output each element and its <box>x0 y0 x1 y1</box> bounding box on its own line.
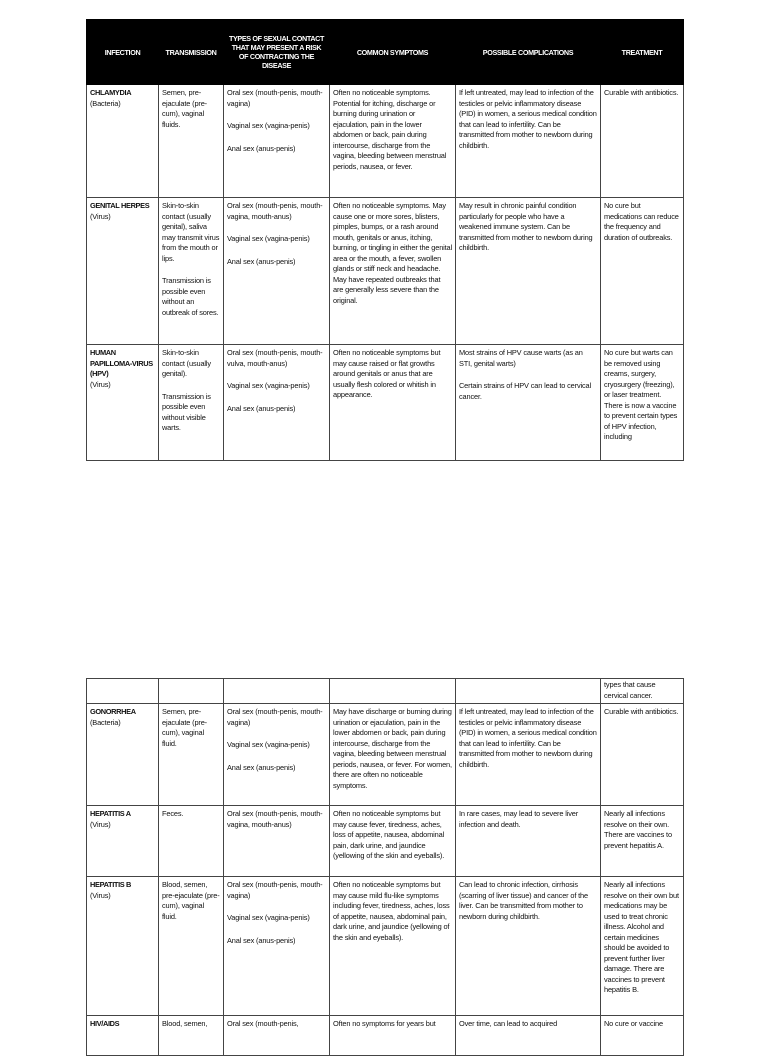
table-row <box>87 345 684 461</box>
complication-text: Certain strains of HPV can lead to cervical cancer. <box>459 381 591 401</box>
contact-cell <box>224 85 330 198</box>
table-row <box>87 877 684 1016</box>
complication-text: Can lead to chronic infection, cirrhosis (scarring of liver tissue) and cancer of the liver. Can be transmitted from mother to newborn during childbirth. <box>459 880 588 921</box>
treatment-cell: No cure or vaccine <box>601 1016 684 1056</box>
table-row-continuation <box>87 679 684 704</box>
header-infection: INFECTION <box>87 20 159 85</box>
transmission-text: Semen, pre-ejaculate (pre-cum), vaginal fluids. <box>162 88 207 129</box>
infection-name: GENITAL HERPES <box>90 201 150 210</box>
transmission-text: Transmission is possible even without visible warts. <box>162 391 211 432</box>
contact-item: Oral sex (mouth-penis, mouth-vagina) <box>227 88 323 108</box>
pathogen-type: (Virus) <box>90 379 111 389</box>
infection-cell <box>87 704 159 806</box>
contact-item: Vaginal sex (vagina-penis) <box>227 913 310 922</box>
complications-cell <box>456 704 601 806</box>
pathogen-type: (Bacteria) <box>90 717 121 727</box>
treatment-cell: Nearly all infections resolve on their own but medications may be used to treat chronic illness. Alcohol and certain medicines should be avoided to prevent further liver damage. There are vaccines to prevent hepatitis B. <box>601 877 684 1016</box>
treatment-continuation: types that cause cervical cancer. <box>601 679 684 704</box>
contact-item: Anal sex (anus-penis) <box>227 143 296 153</box>
treatment-cell: No cure but medications can reduce the frequency and duration of outbreaks. <box>601 198 684 345</box>
transmission-text: Blood, semen, pre-ejaculate (pre-cum), vaginal fluid. <box>162 880 220 921</box>
symptoms-cell: Often no noticeable symptoms but may cause fever, tiredness, aches, loss of appetite, nausea, abdominal pain, dark urine, and jaundice (yellowing of the skin and eyeballs). <box>330 806 456 877</box>
symptoms-cell: Often no noticeable symptoms but may cause mild flu-like symptoms including fever, tiredness, aches, loss of appetite, nausea, abdominal pain, dark urine, and jaundice (yellowing of the skin and eyeballs). <box>330 877 456 1016</box>
contact-item: Vaginal sex (vagina-penis) <box>227 121 310 130</box>
symptoms-cell: Often no noticeable symptoms but may cause raised or flat growths around genitals or anus that are usually flesh colored or whitish in appearance. <box>330 345 456 461</box>
infection-cell <box>87 198 159 345</box>
transmission-cell <box>159 806 224 877</box>
complication-text: Over time, can lead to acquired <box>459 1019 558 1028</box>
table-page-2 <box>86 678 683 1056</box>
transmission-text: Semen, pre-ejaculate (pre-cum), vaginal fluid. <box>162 707 207 748</box>
contact-item: Anal sex (anus-penis) <box>227 403 296 413</box>
complication-text: If left untreated, may lead to infection of the testicles or pelvic inflammatory disease (PID) in women, a serious medical condition that can lead to infertility. Can be transmitted from mother to newborn during childbirth. <box>459 88 597 150</box>
complications-cell <box>456 198 601 345</box>
table-row <box>87 704 684 806</box>
infection-name: GONORRHEA <box>90 707 136 716</box>
treatment-cell: Curable with antibiotics. <box>601 704 684 806</box>
treatment-cell: No cure but warts can be removed using creams, surgery, cryosurgery (freezing), or laser treatment. There is now a vaccine to prevent certain types of HPV infection, including <box>601 345 684 461</box>
sti-table-bottom <box>86 678 684 1056</box>
contact-item: Oral sex (mouth-penis, mouth-vagina) <box>227 707 323 727</box>
header-transmission: TRANSMISSION <box>159 20 224 85</box>
header-complications: POSSIBLE COMPLICATIONS <box>456 20 601 85</box>
transmission-cell <box>159 704 224 806</box>
complication-text: May result in chronic painful condition particularly for people who have a weakened immune system. Can be transmitted from mother to newborn during childbirth. <box>459 201 593 252</box>
complications-cell <box>456 345 601 461</box>
empty-cell <box>224 679 330 704</box>
table-row <box>87 198 684 345</box>
complications-cell <box>456 877 601 1016</box>
transmission-cell <box>159 198 224 345</box>
table-row <box>87 1016 684 1056</box>
complications-cell <box>456 806 601 877</box>
transmission-cell <box>159 1016 224 1056</box>
complication-text: If left untreated, may lead to infection of the testicles or pelvic inflammatory disease (PID) in women, a serious medical condition that can lead to infertility. Can be transmitted from mother to newborn during childbirth. <box>459 707 597 769</box>
transmission-text: Feces. <box>162 809 184 818</box>
contact-item: Oral sex (mouth-penis, mouth-vagina, mouth-anus) <box>227 809 323 829</box>
infection-name: HEPATITIS A <box>90 809 131 818</box>
infection-name: HUMAN PAPILLOMA-VIRUS (HPV) <box>90 348 153 378</box>
empty-cell <box>87 679 159 704</box>
infection-cell <box>87 345 159 461</box>
contact-item: Vaginal sex (vagina-penis) <box>227 740 310 749</box>
empty-cell <box>456 679 601 704</box>
infection-cell <box>87 877 159 1016</box>
treatment-cell: Nearly all infections resolve on their own. There are vaccines to prevent hepatitis A. <box>601 806 684 877</box>
infection-cell <box>87 806 159 877</box>
header-symptoms: COMMON SYMPTOMS <box>330 20 456 85</box>
contact-cell <box>224 1016 330 1056</box>
contact-cell <box>224 806 330 877</box>
complication-text: In rare cases, may lead to severe liver infection and death. <box>459 809 579 829</box>
transmission-text: Transmission is possible even without an outbreak of sores. <box>162 276 219 317</box>
contact-item: Anal sex (anus-penis) <box>227 935 296 945</box>
header-contact-types: TYPES OF SEXUAL CONTACT THAT MAY PRESENT A RISK OF CONTRACTING THE DISEASE <box>224 20 330 85</box>
treatment-cell: Curable with antibiotics. <box>601 85 684 198</box>
pathogen-type: (Virus) <box>90 211 111 221</box>
symptoms-cell: Often no noticeable symptoms. Potential for itching, discharge or burning during urination or ejaculation, pain in the lower abdomen or back, pain during intercourse, discharge from the vagina, bleeding between menstrual periods, nausea, or fever. <box>330 85 456 198</box>
infection-cell <box>87 85 159 198</box>
contact-item: Anal sex (anus-penis) <box>227 256 296 266</box>
infection-name: CHLAMYDIA <box>90 88 132 97</box>
pathogen-type: (Bacteria) <box>90 98 121 108</box>
transmission-text: Skin-to-skin contact (usually genital). <box>162 348 211 378</box>
contact-item: Anal sex (anus-penis) <box>227 762 296 772</box>
pathogen-type: (Virus) <box>90 819 111 829</box>
contact-cell <box>224 198 330 345</box>
transmission-cell <box>159 345 224 461</box>
empty-cell <box>159 679 224 704</box>
transmission-cell <box>159 877 224 1016</box>
symptoms-cell: Often no noticeable symptoms. May cause one or more sores, blisters, pimples, bumps, or a rash around mouth, genitals or anus, itching, burning, or tingling in either the genital area or the mouth, a fever, swollen glands or stiff neck and headache. May have repeated outbreaks that are generally less severe than the original. <box>330 198 456 345</box>
table-row <box>87 85 684 198</box>
table-header-row <box>87 20 684 85</box>
complication-text: Most strains of HPV cause warts (as an STI, genital warts) <box>459 348 583 368</box>
contact-cell <box>224 345 330 461</box>
transmission-cell <box>159 85 224 198</box>
contact-item: Oral sex (mouth-penis, mouth-vagina, mouth-anus) <box>227 201 323 221</box>
contact-item: Vaginal sex (vagina-penis) <box>227 234 310 243</box>
infection-name: HEPATITIS B <box>90 880 132 889</box>
contact-item: Oral sex (mouth-penis, mouth-vulva, mouth-anus) <box>227 348 323 368</box>
header-treatment: TREATMENT <box>601 20 684 85</box>
infection-name: HIV/AIDS <box>90 1019 120 1028</box>
complications-cell <box>456 85 601 198</box>
table-page-1 <box>86 19 683 461</box>
contact-cell <box>224 877 330 1016</box>
contact-item: Oral sex (mouth-penis, mouth-vagina) <box>227 880 323 900</box>
empty-cell <box>330 679 456 704</box>
complications-cell <box>456 1016 601 1056</box>
table-row <box>87 806 684 877</box>
contact-cell <box>224 704 330 806</box>
contact-item: Vaginal sex (vagina-penis) <box>227 381 310 390</box>
sti-table-top <box>86 19 684 461</box>
transmission-text: Blood, semen, <box>162 1019 208 1028</box>
transmission-text: Skin-to-skin contact (usually genital), saliva may transmit virus from the mouth or lips. <box>162 201 220 263</box>
contact-item: Oral sex (mouth-penis, <box>227 1019 299 1028</box>
symptoms-cell: Often no symptoms for years but <box>330 1016 456 1056</box>
infection-cell <box>87 1016 159 1056</box>
symptoms-cell: May have discharge or burning during urination or ejaculation, pain in the lower abdomen or back, pain during intercourse, discharge from the vagina, bleeding between menstrual periods, nausea, or fever. For women, there are often no noticeable symptoms. <box>330 704 456 806</box>
pathogen-type: (Virus) <box>90 890 111 900</box>
